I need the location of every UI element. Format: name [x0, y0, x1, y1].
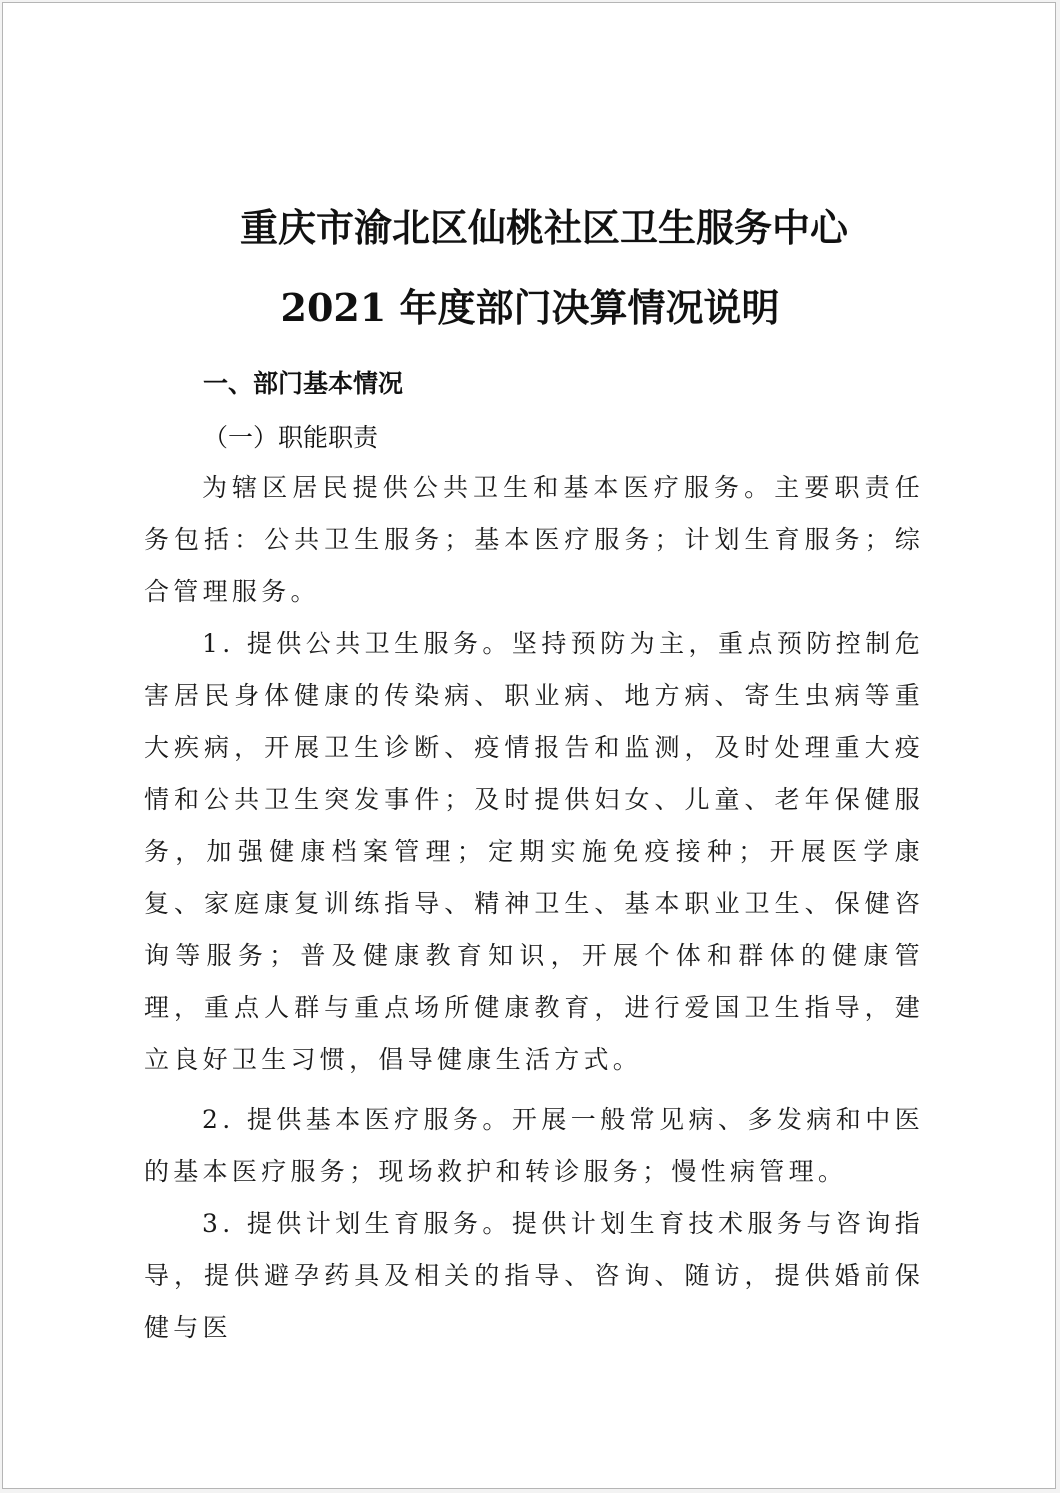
subsection-heading-duties: （一）职能职责 — [203, 423, 379, 452]
document-title-line1: 重庆市渝北区仙桃社区卫生服务中心 — [239, 205, 848, 250]
document-page — [2, 2, 1056, 1489]
section-heading-basic-info: 一、部门基本情况 — [203, 369, 404, 398]
paragraph-basic-medical: 2. 提供基本医疗服务。开展一般常见病、多发病和中医的基本医疗服务；现场救护和转诊服务；慢性病管理。 — [144, 1105, 924, 1186]
paragraph-family-planning: 3. 提供计划生育服务。提供计划生育技术服务与咨询指导，提供避孕药具及相关的指导、咨询、随访，提供婚前保健与医 — [144, 1209, 924, 1342]
paragraph-public-health: 1. 提供公共卫生服务。坚持预防为主，重点预防控制危害居民身体健康的传染病、职业病、地方病、寄生虫病等重大疾病，开展卫生诊断、疫情报告和监测，及时处理重大疫情和公共卫生突发事件；及时提供妇女、儿童、老年保健服务，加强健康档案管理；定期实施免疫接种；开展医学康复、家庭康复训练指导、精神卫生、基本职业卫生、保健咨询等服务；普及健康教育知识，开展个体和群体的健康管理，重点人群与重点场所健康教育，进行爱国卫生指导，建立良好卫生习惯，倡导健康生活方式。 — [144, 629, 924, 1074]
document-title-line2: 2021 年度部门决算情况说明 — [280, 285, 780, 330]
paragraph-overview: 为辖区居民提供公共卫生和基本医疗服务。主要职责任务包括：公共卫生服务；基本医疗服务；计划生育服务；综合管理服务。 — [144, 473, 924, 606]
